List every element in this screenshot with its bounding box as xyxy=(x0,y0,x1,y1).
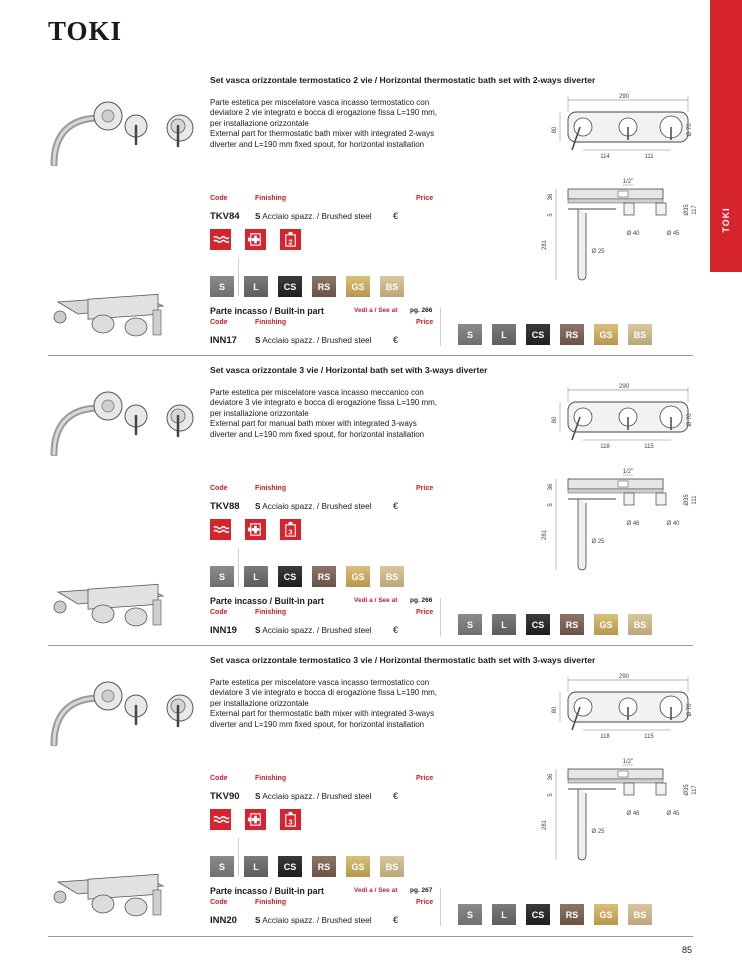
price-header: Price xyxy=(416,195,434,202)
technical-drawing-side xyxy=(538,175,698,285)
dim-117: 111 xyxy=(692,495,698,505)
builtin-code-header: Code xyxy=(210,609,228,616)
code-header: Code xyxy=(210,195,228,202)
product-finish xyxy=(255,792,372,801)
swatch-gs[interactable]: GS xyxy=(346,856,370,877)
description-italian: Parte estetica per miscelatore vasca incasso termostatico con deviatore 3 vie integrato e bocca di erogazione fissa L=190 mm, per installazione orizzontale xyxy=(210,678,438,708)
side-tab-label: TOKI xyxy=(721,207,731,233)
dim-spacing-2: 111 xyxy=(644,154,654,160)
code-header: Code xyxy=(210,775,228,782)
builtin-finish-code: S xyxy=(255,626,261,635)
finishing-header: Finishing xyxy=(255,195,287,202)
description-english: External part for manual bath mixer with integrated 3-ways diverter and L=190 mm fixed spout, for horizontal installation xyxy=(210,419,425,439)
dim-36: 36 xyxy=(548,483,554,491)
dim-5: 5 xyxy=(548,213,554,217)
finishing-header: Finishing xyxy=(255,485,287,492)
swatch-l[interactable]: L xyxy=(492,904,516,925)
builtin-see-at[interactable]: Vedi a / See at xyxy=(354,307,398,314)
technical-drawing-front xyxy=(548,672,693,752)
dim-spacing-1: 118 xyxy=(600,734,610,740)
swatch-l[interactable]: L xyxy=(244,856,268,877)
dim-height: 80 xyxy=(552,706,558,714)
builtin-price-euro: € xyxy=(393,335,399,345)
dim-width: 290 xyxy=(618,94,630,100)
product-code: TKV88 xyxy=(210,501,240,512)
diverter-icon xyxy=(280,229,301,250)
product-image xyxy=(48,96,198,166)
swatch-bs[interactable]: BS xyxy=(628,904,652,925)
diverter-ways: 3 xyxy=(288,817,293,827)
swatch-cs[interactable]: CS xyxy=(278,856,302,877)
finish-separator xyxy=(238,548,239,586)
dim-handle-a: Ø 46 xyxy=(626,521,640,527)
dim-plate-diameter: Ø 70 xyxy=(687,703,693,717)
finish-label: Acciaio spazz. / Brushed steel xyxy=(262,212,372,221)
section-divider xyxy=(48,936,693,937)
swatch-gs[interactable]: GS xyxy=(594,324,618,345)
swatch-rs[interactable]: RS xyxy=(560,324,584,345)
swatch-bs[interactable]: BS xyxy=(380,276,404,297)
dim-thread: 1/2" xyxy=(622,759,634,765)
dim-spout-diameter: Ø 25 xyxy=(591,249,605,255)
builtin-title: Parte incasso / Built-in part xyxy=(210,306,324,316)
builtin-finish xyxy=(255,336,372,345)
builtin-code-header: Code xyxy=(210,899,228,906)
builtin-finish xyxy=(255,626,372,635)
builtin-finish-label: Acciaio spazz. / Brushed steel xyxy=(262,336,372,345)
description-italian: Parte estetica per miscelatore vasca incasso termostatico con deviatore 2 vie integrato e bocca di erogazione fissa L=190 mm, per installazione orizzontale xyxy=(210,98,438,128)
section-title: Set vasca orizzontale termostatico 2 vie / Horizontal thermostatic bath set with 2-ways diverter xyxy=(210,75,596,85)
dim-5: 5 xyxy=(548,793,554,797)
product-image xyxy=(48,676,198,746)
swatch-s[interactable]: S xyxy=(458,324,482,345)
finish-separator xyxy=(238,838,239,876)
dim-plate-diameter: Ø 70 xyxy=(687,123,693,137)
builtin-price-header: Price xyxy=(416,609,434,616)
description-english: External part for thermostatic bath mixer with integrated 3-ways diverter and L=190 mm fixed spout, for horizontal installation xyxy=(210,709,435,729)
section-divider xyxy=(48,355,693,356)
swatch-cs[interactable]: CS xyxy=(526,904,550,925)
builtin-finish-code: S xyxy=(255,916,261,925)
product-finish xyxy=(255,502,372,511)
builtin-page[interactable]: pg. 267 xyxy=(410,887,433,894)
cross-icon xyxy=(245,229,266,250)
swatch-s[interactable]: S xyxy=(210,566,234,587)
dim-handle-b: Ø 45 xyxy=(666,811,680,817)
builtin-finish-label: Acciaio spazz. / Brushed steel xyxy=(262,626,372,635)
technical-drawing-front xyxy=(548,92,693,172)
swatch-s[interactable]: S xyxy=(458,904,482,925)
dim-281: 281 xyxy=(542,239,548,251)
swatch-l[interactable]: L xyxy=(492,324,516,345)
dim-spacing-2: 115 xyxy=(644,734,654,740)
dim-spacing-1: 114 xyxy=(600,154,610,160)
swatch-l[interactable]: L xyxy=(244,566,268,587)
technical-drawing-side xyxy=(538,465,698,575)
builtin-finish xyxy=(255,916,372,925)
builtin-price-euro: € xyxy=(393,915,399,925)
swatch-gs[interactable]: GS xyxy=(346,566,370,587)
cross-icon xyxy=(245,809,266,830)
builtin-page[interactable]: pg. 266 xyxy=(410,307,433,314)
builtin-image xyxy=(48,872,198,927)
dim-spacing-1: 118 xyxy=(600,444,610,450)
dim-281: 281 xyxy=(542,529,548,541)
swatch-gs[interactable]: GS xyxy=(346,276,370,297)
cross-icon xyxy=(245,519,266,540)
code-header: Code xyxy=(210,485,228,492)
technical-drawing-side xyxy=(538,755,698,865)
builtin-finishing-header: Finishing xyxy=(255,319,287,326)
dim-35: Ø35 xyxy=(684,204,690,216)
builtin-price-header: Price xyxy=(416,319,434,326)
dim-35: Ø35 xyxy=(684,494,690,506)
swatch-bs[interactable]: BS xyxy=(380,566,404,587)
builtin-see-at[interactable]: Vedi a / See at xyxy=(354,887,398,894)
dim-thread: 1/2" xyxy=(622,179,634,185)
brand-logo: TOKI xyxy=(48,16,123,46)
builtin-see-at[interactable]: Vedi a / See at xyxy=(354,597,398,604)
dim-plate-diameter: Ø 70 xyxy=(687,413,693,427)
dim-handle-a: Ø 46 xyxy=(626,811,640,817)
section-title: Set vasca orizzontale 3 vie / Horizontal bath set with 3-ways diverter xyxy=(210,365,488,375)
builtin-code-header: Code xyxy=(210,319,228,326)
dim-36: 36 xyxy=(548,193,554,201)
swatch-rs[interactable]: RS xyxy=(560,614,584,635)
swatch-rs[interactable]: RS xyxy=(312,276,336,297)
price-euro: € xyxy=(393,211,399,221)
builtin-separator xyxy=(440,888,441,926)
product-code: TKV84 xyxy=(210,211,240,222)
side-tab[interactable] xyxy=(710,0,742,272)
section-divider xyxy=(48,645,693,646)
dim-width: 290 xyxy=(618,384,630,390)
swatch-bs[interactable]: BS xyxy=(380,856,404,877)
technical-drawing-front xyxy=(548,382,693,462)
swatch-l[interactable]: L xyxy=(492,614,516,635)
price-euro: € xyxy=(393,501,399,511)
finish-label: Acciaio spazz. / Brushed steel xyxy=(262,792,372,801)
builtin-title: Parte incasso / Built-in part xyxy=(210,596,324,606)
swatch-s[interactable]: S xyxy=(458,614,482,635)
builtin-price-header: Price xyxy=(416,899,434,906)
dim-thread: 1/2" xyxy=(622,469,634,475)
price-euro: € xyxy=(393,791,399,801)
swatch-s[interactable]: S xyxy=(210,276,234,297)
product-section-3 xyxy=(48,650,698,935)
dim-281: 281 xyxy=(542,819,548,831)
swatch-bs[interactable]: BS xyxy=(628,324,652,345)
product-section-2 xyxy=(48,360,698,645)
swatch-cs[interactable]: CS xyxy=(526,324,550,345)
swatch-rs[interactable]: RS xyxy=(312,566,336,587)
dim-5: 5 xyxy=(548,503,554,507)
description-english: External part for thermostatic bath mixer with integrated 2-ways diverter and L=190 mm fixed spout, for horizontal installation xyxy=(210,129,435,149)
swatch-rs[interactable]: RS xyxy=(312,856,336,877)
swatch-gs[interactable]: GS xyxy=(594,904,618,925)
product-description xyxy=(210,388,440,440)
builtin-finishing-header: Finishing xyxy=(255,899,287,906)
price-header: Price xyxy=(416,485,434,492)
swatch-s[interactable]: S xyxy=(210,856,234,877)
dim-spacing-2: 115 xyxy=(644,444,654,450)
dim-36: 36 xyxy=(548,773,554,781)
finish-code: S xyxy=(255,502,261,511)
swatch-l[interactable]: L xyxy=(244,276,268,297)
page-number: 85 xyxy=(682,945,693,955)
swatch-cs[interactable]: CS xyxy=(278,276,302,297)
dim-height: 80 xyxy=(552,416,558,424)
builtin-code: INN17 xyxy=(210,335,237,346)
finish-separator xyxy=(238,258,239,296)
description-italian: Parte estetica per miscelatore vasca incasso meccanico con deviatore 3 vie integrato e bocca di erogazione fissa L=190 mm, per installazione orizzontale xyxy=(210,388,438,418)
waves-icon xyxy=(210,519,231,540)
product-description xyxy=(210,98,440,150)
builtin-price-euro: € xyxy=(393,625,399,635)
dim-handle-b: Ø 45 xyxy=(666,231,680,237)
product-description xyxy=(210,678,440,730)
dim-height: 80 xyxy=(552,126,558,134)
dim-117: 117 xyxy=(692,205,698,215)
diverter-ways: 2 xyxy=(288,237,293,247)
finish-label: Acciaio spazz. / Brushed steel xyxy=(262,502,372,511)
builtin-finish-label: Acciaio spazz. / Brushed steel xyxy=(262,916,372,925)
dim-spout-diameter: Ø 25 xyxy=(591,539,605,545)
builtin-code: INN20 xyxy=(210,915,237,926)
builtin-title: Parte incasso / Built-in part xyxy=(210,886,324,896)
swatch-gs[interactable]: GS xyxy=(594,614,618,635)
swatch-cs[interactable]: CS xyxy=(526,614,550,635)
builtin-finishing-header: Finishing xyxy=(255,609,287,616)
dim-117: 117 xyxy=(692,785,698,795)
finish-code: S xyxy=(255,212,261,221)
waves-icon xyxy=(210,809,231,830)
builtin-finish-code: S xyxy=(255,336,261,345)
diverter-icon xyxy=(280,519,301,540)
swatch-rs[interactable]: RS xyxy=(560,904,584,925)
dim-handle-a: Ø 40 xyxy=(626,231,640,237)
swatch-bs[interactable]: BS xyxy=(628,614,652,635)
builtin-image xyxy=(48,292,198,347)
builtin-separator xyxy=(440,308,441,346)
dim-width: 290 xyxy=(618,674,630,680)
dim-handle-b: Ø 40 xyxy=(666,521,680,527)
price-header: Price xyxy=(416,775,434,782)
diverter-ways: 3 xyxy=(288,527,293,537)
product-code: TKV90 xyxy=(210,791,240,802)
product-section-1 xyxy=(48,70,698,355)
swatch-cs[interactable]: CS xyxy=(278,566,302,587)
builtin-image xyxy=(48,582,198,637)
builtin-page[interactable]: pg. 266 xyxy=(410,597,433,604)
finish-code: S xyxy=(255,792,261,801)
section-title: Set vasca orizzontale termostatico 3 vie / Horizontal thermostatic bath set with 3-ways diverter xyxy=(210,655,596,665)
dim-spout-diameter: Ø 25 xyxy=(591,829,605,835)
product-finish xyxy=(255,212,372,221)
builtin-code: INN19 xyxy=(210,625,237,636)
builtin-separator xyxy=(440,598,441,636)
waves-icon xyxy=(210,229,231,250)
product-image xyxy=(48,386,198,456)
diverter-icon xyxy=(280,809,301,830)
dim-35: Ø35 xyxy=(684,784,690,796)
finishing-header: Finishing xyxy=(255,775,287,782)
